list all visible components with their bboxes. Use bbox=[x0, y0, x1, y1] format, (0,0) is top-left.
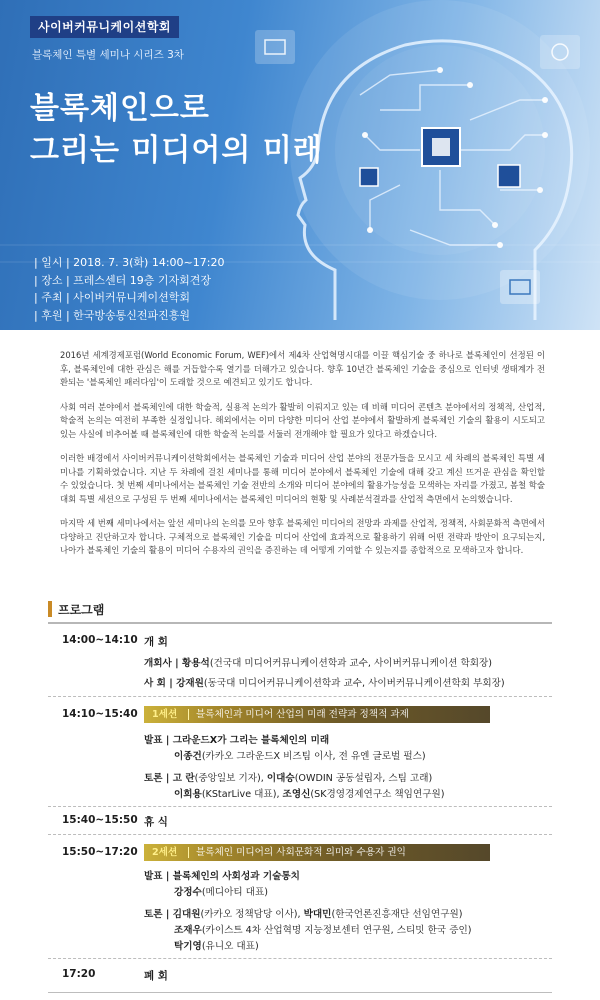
time-label: 15:40~15:50 bbox=[62, 814, 138, 826]
organization-badge: 사이버커뮤니케이션학회 bbox=[30, 16, 179, 38]
session-number: 2세션 bbox=[152, 847, 178, 858]
presenter-line: 이종건(카카오 그라운드X 비즈팀 이사, 전 유엔 글로벌 펄스) bbox=[174, 751, 426, 762]
paragraph: 2016년 세계경제포럼(World Economic Forum, WEF)에서 제4차 산업혁명시대를 이끌 핵심기술 중 하나로 블록체인이 선정된 이후, 블록체인에 대한 관심은 해를 거듭할수록 열기를 더해가고 있습니다. 향후 10년간 블록체인 기술을 중심으로 인터넷 생태계가 전환되는 '블록체인 패러다임'이 도래할 것으로 예견되고 있기도 합니다. bbox=[60, 350, 545, 387]
discussant-line: 이희용(KStarLive 대표), 조영신(SK경영경제연구소 책임연구원) bbox=[174, 789, 445, 800]
title-line-1: 블록체인으로 bbox=[30, 91, 210, 126]
time-label: 14:10~15:40 bbox=[62, 708, 138, 720]
hero-banner bbox=[0, 0, 600, 330]
info-date: | 일시 | 2018. 7. 3(화) 14:00~17:20 bbox=[34, 256, 225, 269]
session-theme: 블록체인 미디어의 사회문화적 의미와 수용자 권익 bbox=[196, 847, 406, 858]
title-line-2: 그리는 미디어의 미래 bbox=[30, 133, 323, 168]
presentation-line: 발표 | 그라운드X가 그리는 블록체인의 미래 bbox=[144, 735, 330, 746]
program-title: 프로그램 bbox=[58, 602, 105, 617]
session-title: 폐 회 bbox=[144, 970, 168, 982]
divider bbox=[48, 696, 552, 697]
paragraph: 마지막 세 번째 세미나에서는 앞선 세미나의 논의를 모아 향후 블록체인 미디어의 전망과 과제를 산업적, 정책적, 사회문화적 측면에서 다양하고 진단하고자 합니다. 구체적으로 블록체인 기술을 미디어 산업에 효과적으로 활용하기 위해 어떤 전략과 방안이 요구되는지, 나아가 블록체인 기술의 활용이 미디어 수용자의 권익을 증진하는 데 어떻게 기여할 수 있는지를 종합적으로 모색하고자 합니다. bbox=[60, 518, 545, 555]
introduction-text bbox=[60, 349, 545, 569]
divider bbox=[48, 806, 552, 807]
time-label: 17:20 bbox=[62, 968, 96, 980]
session-title: 개 회 bbox=[144, 636, 168, 648]
time-label: 15:50~17:20 bbox=[62, 846, 138, 858]
discussant-line: 조재우(카이스트 4차 산업혁명 지능정보센터 연구원, 스티밋 한국 증인) bbox=[174, 925, 472, 936]
event-info bbox=[34, 254, 224, 324]
main-title bbox=[30, 88, 323, 172]
divider bbox=[48, 622, 552, 624]
session-theme: 블록체인과 미디어 산업의 미래 전략과 정책적 과제 bbox=[196, 709, 409, 720]
speaker-line: 사 회 | 강재원(동국대 미디어커뮤니케이션학과 교수, 사이버커뮤니케이션학회 부회장) bbox=[144, 678, 505, 689]
info-sponsor: | 후원 | 한국방송통신전파진흥원 bbox=[34, 308, 191, 322]
time-label: 14:00~14:10 bbox=[62, 634, 138, 646]
paragraph: 사회 여러 분야에서 블록체인에 대한 학술적, 실용적 논의가 활발히 이뤄지고 있는 데 비해 미디어 콘텐츠 분야에서의 정책적, 산업적, 학술적 논의는 여전히 부족한 실정입니다. 해외에서는 이미 다양한 미디어 산업 분야에서 활발하게 블록체인 기술의 활용이 시도되고 있는 사실에 비추어볼 때 블록체인에 대한 학술적 논의를 서둘러 전개해야 할 필요가 있다고 하겠습니다. bbox=[60, 401, 545, 439]
heading-accent-bar bbox=[48, 601, 52, 617]
divider bbox=[48, 834, 552, 835]
session-title: 휴 식 bbox=[144, 816, 168, 828]
presenter-line: 강정수(메디아티 대표) bbox=[174, 887, 268, 898]
discussant-line: 토론 | 김대원(카카오 정책담당 이사), 박대민(한국언론진흥재단 선임연구원) bbox=[144, 909, 463, 920]
session-band bbox=[144, 706, 490, 723]
info-host: | 주최 | 사이버커뮤니케이션학회 bbox=[34, 291, 191, 304]
divider bbox=[48, 992, 552, 993]
presentation-line: 발표 | 블록체인의 사회성과 기술통치 bbox=[144, 871, 300, 882]
seminar-series-label: 블록체인 특별 세미나 시리즈 3차 bbox=[32, 49, 184, 61]
session-band bbox=[144, 844, 490, 861]
program-heading bbox=[48, 600, 104, 618]
info-venue: | 장소 | 프레스센터 19층 기자회견장 bbox=[34, 273, 212, 287]
paragraph: 이러한 배경에서 사이버커뮤니케이션학회에서는 블록체인 기술과 미디어 산업 분야의 전문가들을 모시고 세 차례의 블록체인 특별 세미나를 기획하였습니다. 지난 두 차례에 걸친 세미나를 통해 미디어 분야에서 블록체인 기술에 대해 갖고 계신 뜨거운 관심을 확인할 수 있었습니다. 첫 번째 세미나에서는 블록체인 기술 전반의 소개와 미디어 분야에의 활용가능성을 모색하는 자리를 가졌고, 봄철 학술대회 특별 세션으로 구성된 두 번째 세미나에서는 블록체인 미디어의 현황 및 사례분석결과를 산업적 측면에서 논의했습니다. bbox=[60, 453, 545, 504]
divider bbox=[48, 958, 552, 959]
discussant-line: 토론 | 고 란(중앙일보 기자), 이대승(OWDIN 공동설립자, 스팀 고래) bbox=[144, 773, 433, 784]
speaker-line: 개회사 | 황용석(건국대 미디어커뮤니케이션학과 교수, 사이버커뮤니케이션 학회장) bbox=[144, 658, 493, 669]
discussant-line: 탁기영(유니오 대표) bbox=[174, 941, 259, 952]
session-number: 1세션 bbox=[152, 709, 178, 720]
